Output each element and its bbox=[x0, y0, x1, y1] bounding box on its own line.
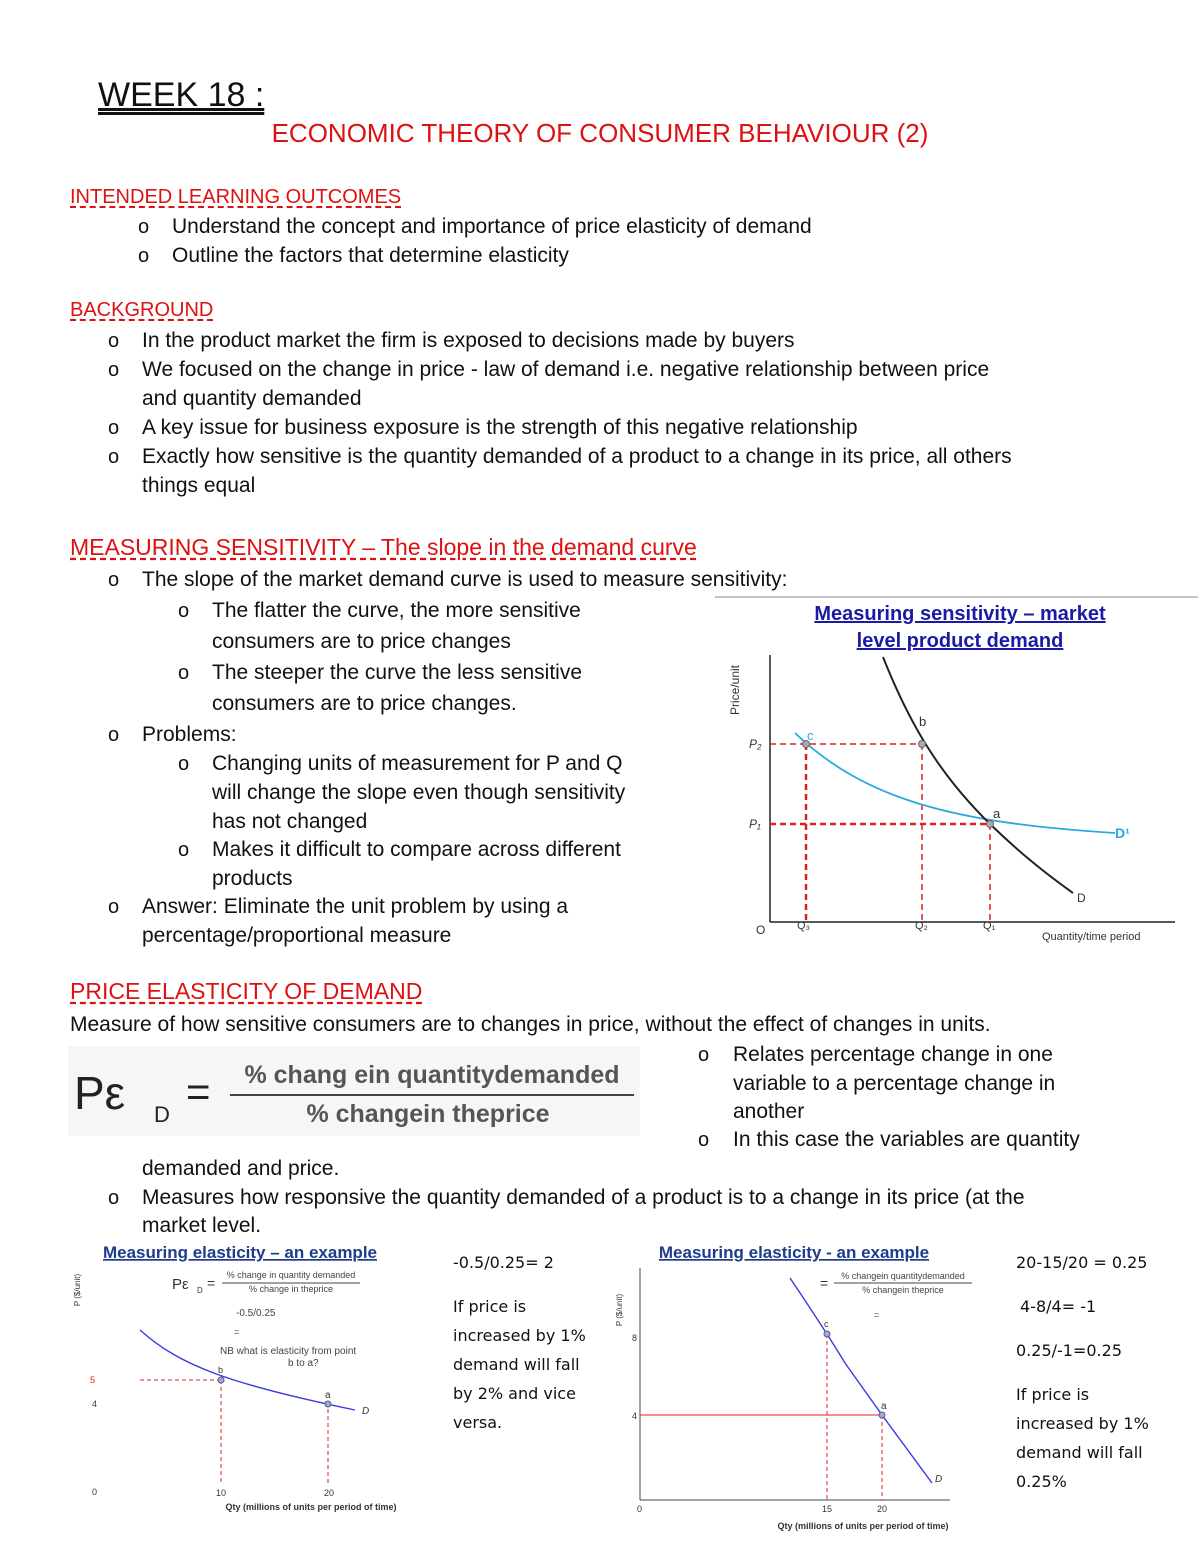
problem-line: products bbox=[212, 867, 293, 890]
y-axis-label: Price/unit bbox=[728, 664, 742, 716]
sensitivity-figure bbox=[715, 595, 1200, 955]
example2-note-line: 0.25% bbox=[1016, 1472, 1067, 1491]
example1-point-a bbox=[325, 1401, 331, 1407]
example2-point-c bbox=[824, 1331, 830, 1337]
example2-point-a bbox=[879, 1412, 885, 1418]
relates-line: variable to a percentage change in bbox=[733, 1072, 1056, 1095]
background-item: In the product market the firm is exposed to decisions made by buyers bbox=[142, 329, 795, 352]
demand-curve-d1 bbox=[795, 733, 1115, 833]
ilo-item: Outline the factors that determine elasticity bbox=[172, 244, 569, 267]
relates-line: another bbox=[733, 1100, 805, 1123]
example2-title: Measuring elasticity - an example bbox=[658, 1243, 930, 1262]
example1-formula-lhs: Pε bbox=[172, 1276, 189, 1293]
label-q2: Q₂ bbox=[915, 920, 928, 932]
example1-xlabel: Qty (millions of units per period of time) bbox=[225, 1502, 397, 1512]
flatter-line: The flatter the curve, the more sensitive bbox=[212, 599, 581, 622]
example2-notes bbox=[1016, 1248, 1149, 1496]
example1-note2: b to a? bbox=[288, 1358, 319, 1369]
formula-lhs: Pε bbox=[74, 1067, 126, 1119]
label-c: c bbox=[807, 728, 814, 743]
example2-formula-num: % changein quantitydemanded bbox=[841, 1271, 965, 1281]
example2-note-line: 4-8/4= -1 bbox=[1020, 1297, 1097, 1316]
example2-formula-den: % changein theprice bbox=[862, 1285, 944, 1295]
example2-equals: = bbox=[820, 1275, 829, 1291]
example2-y8: 8 bbox=[632, 1333, 638, 1343]
ilo-heading: INTENDED LEARNING OUTCOMES bbox=[70, 186, 402, 208]
label-b: b bbox=[919, 714, 927, 729]
bullet-icon: o bbox=[138, 216, 150, 238]
point-b bbox=[919, 741, 926, 748]
label-d: D bbox=[1077, 891, 1086, 905]
example1-formula-num: % change in quantity demanded bbox=[226, 1270, 356, 1280]
ped-definition: Measure of how sensitive consumers are to changes in price, without the effect of changes in units. bbox=[70, 1013, 991, 1036]
figure-title-2: level product demand bbox=[856, 630, 1064, 652]
example1-point-b bbox=[218, 1377, 224, 1383]
example1-eq: = bbox=[234, 1327, 240, 1337]
point-a bbox=[987, 821, 994, 828]
bullet-icon: o bbox=[178, 753, 190, 775]
problem-line: Makes it difficult to compare across different bbox=[212, 838, 621, 861]
example1-notes bbox=[453, 1248, 586, 1437]
week-title: WEEK 18 : bbox=[98, 76, 265, 114]
ilo-item: Understand the concept and importance of price elasticity of demand bbox=[172, 215, 812, 238]
background-item-cont: and quantity demanded bbox=[142, 387, 362, 410]
example1-y5: 5 bbox=[90, 1375, 96, 1385]
bullet-icon: o bbox=[108, 1187, 120, 1209]
background-item: Exactly how sensitive is the quantity demanded of a product to a change in its price, all others bbox=[142, 445, 1012, 468]
label-origin: O bbox=[756, 923, 766, 937]
example1-note-line: If price is bbox=[453, 1297, 527, 1316]
problem-line: Changing units of measurement for P and Q bbox=[212, 752, 623, 775]
example1-note-line: increased by 1% bbox=[453, 1326, 586, 1345]
label-a: a bbox=[993, 806, 1001, 821]
page-title: ECONOMIC THEORY OF CONSUMER BEHAVIOUR (2) bbox=[271, 118, 929, 148]
example2-x15: 15 bbox=[822, 1504, 833, 1514]
example2-label-d: D bbox=[935, 1474, 943, 1485]
demand-curve-d bbox=[883, 657, 1073, 893]
x-axis-label: Quantity/time period bbox=[1042, 931, 1141, 943]
example1-note1: NB what is elasticity from point bbox=[220, 1346, 357, 1357]
answer-line: percentage/proportional measure bbox=[142, 924, 452, 947]
example1-label-b: b bbox=[218, 1365, 224, 1375]
example2-ylabel: P ($/unit) bbox=[615, 1293, 624, 1327]
example1-slide bbox=[70, 1238, 442, 1520]
example2-note-line: increased by 1% bbox=[1016, 1414, 1149, 1433]
ped-formula bbox=[68, 1046, 640, 1136]
label-p1: P₁ bbox=[749, 817, 761, 831]
bullet-icon: o bbox=[108, 724, 120, 746]
bullet-icon: o bbox=[108, 359, 120, 381]
example2-x20: 20 bbox=[877, 1504, 888, 1514]
background-item: A key issue for business exposure is the strength of this negative relationship bbox=[142, 416, 858, 439]
measures-line: market level. bbox=[142, 1214, 262, 1237]
example1-ylabel: P ($/unit) bbox=[73, 1273, 82, 1307]
example2-label-c: c bbox=[824, 1319, 829, 1329]
formula-sub: D bbox=[154, 1102, 170, 1127]
measuring-heading: MEASURING SENSITIVITY – The slope in the demand curve bbox=[70, 534, 697, 560]
variables-line-cont: demanded and price. bbox=[142, 1157, 340, 1180]
bullet-icon: o bbox=[108, 446, 120, 468]
background-heading: BACKGROUND bbox=[70, 299, 214, 321]
example2-xlabel: Qty (millions of units per period of time) bbox=[777, 1521, 949, 1531]
example1-label-a: a bbox=[325, 1390, 331, 1401]
example1-label-d: D bbox=[362, 1406, 370, 1417]
background-item-cont: things equal bbox=[142, 474, 256, 497]
example1-y4: 4 bbox=[92, 1399, 98, 1409]
example2-y4: 4 bbox=[632, 1411, 638, 1421]
label-q3: Q₃ bbox=[797, 920, 811, 932]
bullet-icon: o bbox=[698, 1044, 710, 1066]
bullet-icon: o bbox=[178, 839, 190, 861]
measures-line: Measures how responsive the quantity demanded of a product is to a change in its price (at the bbox=[142, 1186, 1025, 1209]
label-p2: P₂ bbox=[749, 737, 762, 751]
bullet-icon: o bbox=[698, 1129, 710, 1151]
flatter-line: consumers are to price changes bbox=[212, 630, 511, 653]
background-item: We focused on the change in price - law of demand i.e. negative relationship between price bbox=[142, 358, 990, 381]
label-d1: D¹ bbox=[1115, 825, 1130, 841]
example1-calc: -0.5/0.25 bbox=[236, 1308, 276, 1319]
example2-note-line: If price is bbox=[1016, 1385, 1090, 1404]
example2-eq: = bbox=[874, 1310, 880, 1320]
variables-line: In this case the variables are quantity bbox=[733, 1128, 1080, 1151]
example2-note-line: 0.25/-1=0.25 bbox=[1016, 1341, 1122, 1360]
steeper-line: consumers are to price changes. bbox=[212, 692, 517, 715]
example2-label-a: a bbox=[881, 1401, 887, 1412]
bullet-icon: o bbox=[108, 417, 120, 439]
bullet-icon: o bbox=[178, 600, 190, 622]
bullet-icon: o bbox=[108, 569, 120, 591]
example1-title: Measuring elasticity – an example bbox=[102, 1243, 378, 1262]
example1-x20: 20 bbox=[324, 1488, 335, 1498]
measuring-intro: The slope of the market demand curve is used to measure sensitivity: bbox=[142, 568, 788, 591]
formula-equals: = bbox=[186, 1068, 211, 1115]
formula-numerator: % chang ein quantitydemanded bbox=[244, 1061, 620, 1089]
answer-line: Answer: Eliminate the unit problem by using a bbox=[142, 895, 569, 918]
example1-note-line: by 2% and vice bbox=[453, 1384, 576, 1403]
example1-note-line: versa. bbox=[453, 1413, 503, 1432]
problem-line: will change the slope even though sensitivity bbox=[212, 781, 626, 804]
problem-line: has not changed bbox=[212, 810, 368, 833]
bullet-icon: o bbox=[108, 330, 120, 352]
bullet-icon: o bbox=[178, 662, 190, 684]
example1-note-line: -0.5/0.25= 2 bbox=[453, 1253, 554, 1272]
example2-note-line: 20-15/20 = 0.25 bbox=[1016, 1253, 1148, 1272]
steeper-line: The steeper the curve the less sensitive bbox=[212, 661, 583, 684]
formula-denominator: % changein theprice bbox=[306, 1100, 550, 1128]
example1-formula-den: % change in theprice bbox=[248, 1284, 334, 1294]
example1-x0: 0 bbox=[92, 1487, 98, 1497]
example2-note-line: demand will fall bbox=[1016, 1443, 1143, 1462]
problems-label: Problems: bbox=[142, 723, 237, 746]
example1-equals: = bbox=[207, 1275, 216, 1291]
figure-title-1: Measuring sensitivity – market bbox=[814, 603, 1106, 625]
relates-line: Relates percentage change in one bbox=[733, 1043, 1053, 1066]
ped-heading: PRICE ELASTICITY OF DEMAND bbox=[70, 978, 423, 1004]
example1-demand-curve bbox=[140, 1330, 355, 1410]
example1-note-line: demand will fall bbox=[453, 1355, 580, 1374]
bullet-icon: o bbox=[108, 896, 120, 918]
example2-demand-curve bbox=[790, 1278, 932, 1483]
example1-x10: 10 bbox=[216, 1488, 227, 1498]
example2-slide bbox=[610, 1238, 995, 1538]
bullet-icon: o bbox=[138, 245, 150, 267]
example1-formula-sub: D bbox=[197, 1286, 203, 1295]
label-q1: Q₁ bbox=[983, 920, 996, 932]
example2-x0: 0 bbox=[637, 1504, 643, 1514]
